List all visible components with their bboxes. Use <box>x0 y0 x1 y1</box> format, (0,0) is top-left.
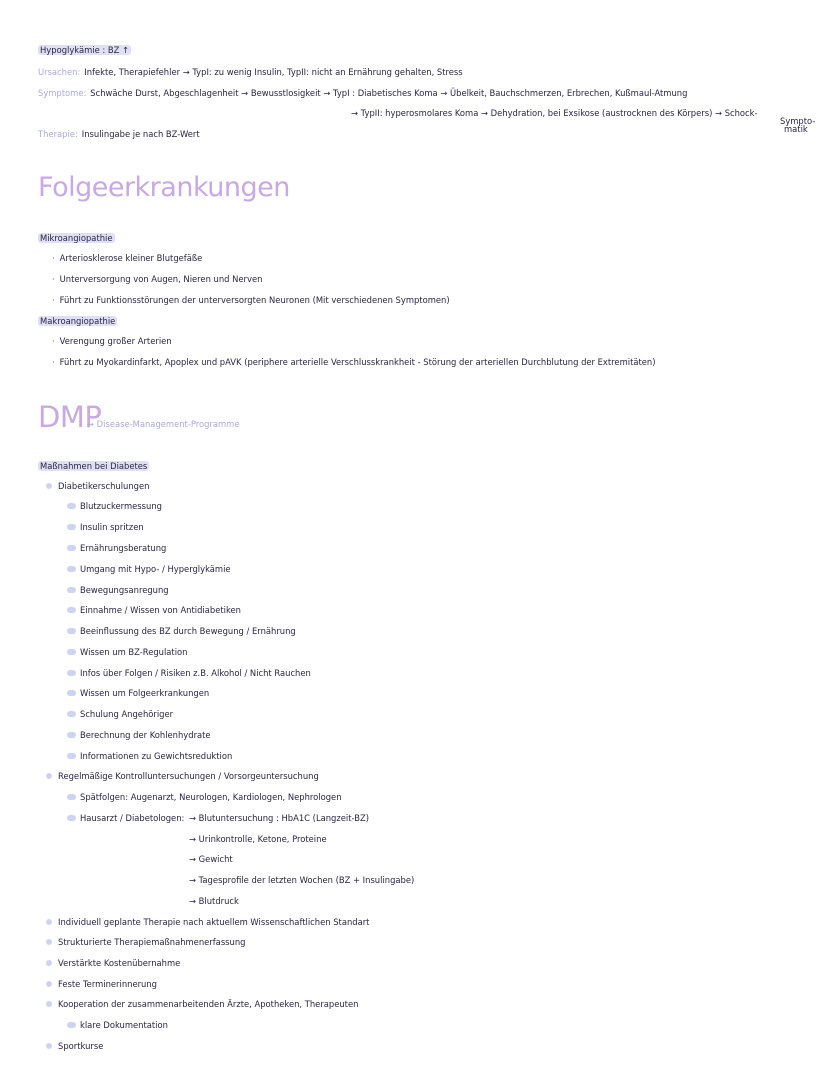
list-item: Wissen um Folgeerkrankungen <box>67 688 209 699</box>
list-item: Verstärkte Kostenübernahme <box>46 958 180 969</box>
list-item: Bewegungsanregung <box>67 585 169 596</box>
bullet-dot <box>46 981 52 987</box>
list-item: → Gewicht <box>189 854 233 864</box>
symptome-text-2: → TypII: hyperosmolares Koma → Dehydration, bei Exsikose (austrocknen des Körpers) → Schock- <box>351 108 758 118</box>
symptome-text-3: Sympto- <box>780 116 816 126</box>
list-item: · Führt zu Myokardinfarkt, Apoplex und pAVK (periphere arterielle Verschlusskrankheit - Störung der arteriellen Durchblutung der Extremitäten) <box>52 357 656 367</box>
folgeerkrankungen-title: Folgeerkrankungen <box>38 172 290 203</box>
ursachen-line <box>38 67 463 78</box>
list-item: Schulung Angehöriger <box>67 709 173 720</box>
list-item: Blutzuckermessung <box>67 501 162 512</box>
list-item: Sportkurse <box>46 1041 103 1052</box>
list-item: Spätfolgen: Augenarzt, Neurologen, Kardiologen, Nephrologen <box>67 792 342 803</box>
list-item: Beeinflussung des BZ durch Bewegung / Ernährung <box>67 626 296 637</box>
list-item: klare Dokumentation <box>67 1020 168 1031</box>
ursachen-text: Infekte, Therapiefehler → TypI: zu wenig Insulin, TypII: nicht an Ernährung gehalten, Stress <box>84 67 463 77</box>
hypo-heading: Hypoglykämie : BZ ↑ <box>40 45 130 55</box>
massnahmen-heading: Maßnahmen bei Diabetes <box>40 461 148 471</box>
bullet-dot <box>46 1001 52 1007</box>
ursachen-label: Ursachen: <box>38 67 81 77</box>
bullet-dot <box>46 773 52 779</box>
list-item: · Führt zu Funktionsstörungen der unterversorgten Neuronen (Mit verschiedenen Symptomen) <box>52 295 450 305</box>
list-item: → Blutuntersuchung : HbA1C (Langzeit-BZ) <box>189 813 370 823</box>
list-item: Kooperation der zusammenarbeitenden Ärzte, Apotheken, Therapeuten <box>46 999 358 1010</box>
dmp-title: DMP <box>38 400 102 434</box>
list-item: → Tagesprofile der letzten Wochen (BZ + Insulingabe) <box>189 875 415 885</box>
list-item: · Verengung großer Arterien <box>52 336 172 346</box>
list-item: Insulin spritzen <box>67 522 144 533</box>
dmp-subtitle: → Disease-Management-Programme <box>87 419 240 429</box>
list-item: Individuell geplante Therapie nach aktuellem Wissenschaftlichen Standart <box>46 917 369 928</box>
list-item: Wissen um BZ-Regulation <box>67 647 187 658</box>
list-item: · Arteriosklerose kleiner Blutgefäße <box>52 253 203 263</box>
list-item: Ernährungsberatung <box>67 543 166 554</box>
list-item: Regelmäßige Kontrolluntersuchungen / Vorsorgeuntersuchung <box>46 771 319 782</box>
list-item: → Blutdruck <box>189 896 239 906</box>
list-item: Feste Terminerinnerung <box>46 979 157 990</box>
symptome-line <box>38 88 687 99</box>
list-item: Diabetikerschulungen <box>46 481 149 492</box>
therapie-label: Therapie: <box>38 129 78 139</box>
list-item: Infos über Folgen / Risiken z.B. Alkohol / Nicht Rauchen <box>67 668 311 679</box>
list-item: Umgang mit Hypo- / Hyperglykämie <box>67 564 231 575</box>
list-item: Berechnung der Kohlenhydrate <box>67 730 211 741</box>
symptome-text-4: matik <box>784 124 808 134</box>
list-item: Einnahme / Wissen von Antidiabetiken <box>67 605 241 616</box>
makro-heading: Makroangiopathie <box>40 316 116 326</box>
bullet-dot <box>46 1043 52 1049</box>
list-item: → Urinkontrolle, Ketone, Proteine <box>189 834 327 844</box>
symptome-text-1: Schwäche Durst, Abgeschlagenheit → Bewusstlosigkeit → TypI : Diabetisches Koma → Übelkeit, Bauchschmerzen, Erbrechen, Kußmaul-Atmung <box>90 88 688 98</box>
list-item: · Unterversorgung von Augen, Nieren und Nerven <box>52 274 263 284</box>
therapie-text: Insulingabe je nach BZ-Wert <box>81 129 200 139</box>
bullet-dot <box>46 483 52 489</box>
list-item: Strukturierte Therapiemaßnahmenerfassung <box>46 937 245 948</box>
symptome-label: Symptome: <box>38 88 87 98</box>
therapie-line <box>38 129 200 140</box>
bullet-dot <box>46 919 52 925</box>
list-item: Informationen zu Gewichtsreduktion <box>67 751 232 762</box>
bullet-dot <box>46 960 52 966</box>
bullet-dot <box>46 939 52 945</box>
mikro-heading: Mikroangiopathie <box>40 233 113 243</box>
list-item: Hausarzt / Diabetologen: <box>67 813 184 824</box>
